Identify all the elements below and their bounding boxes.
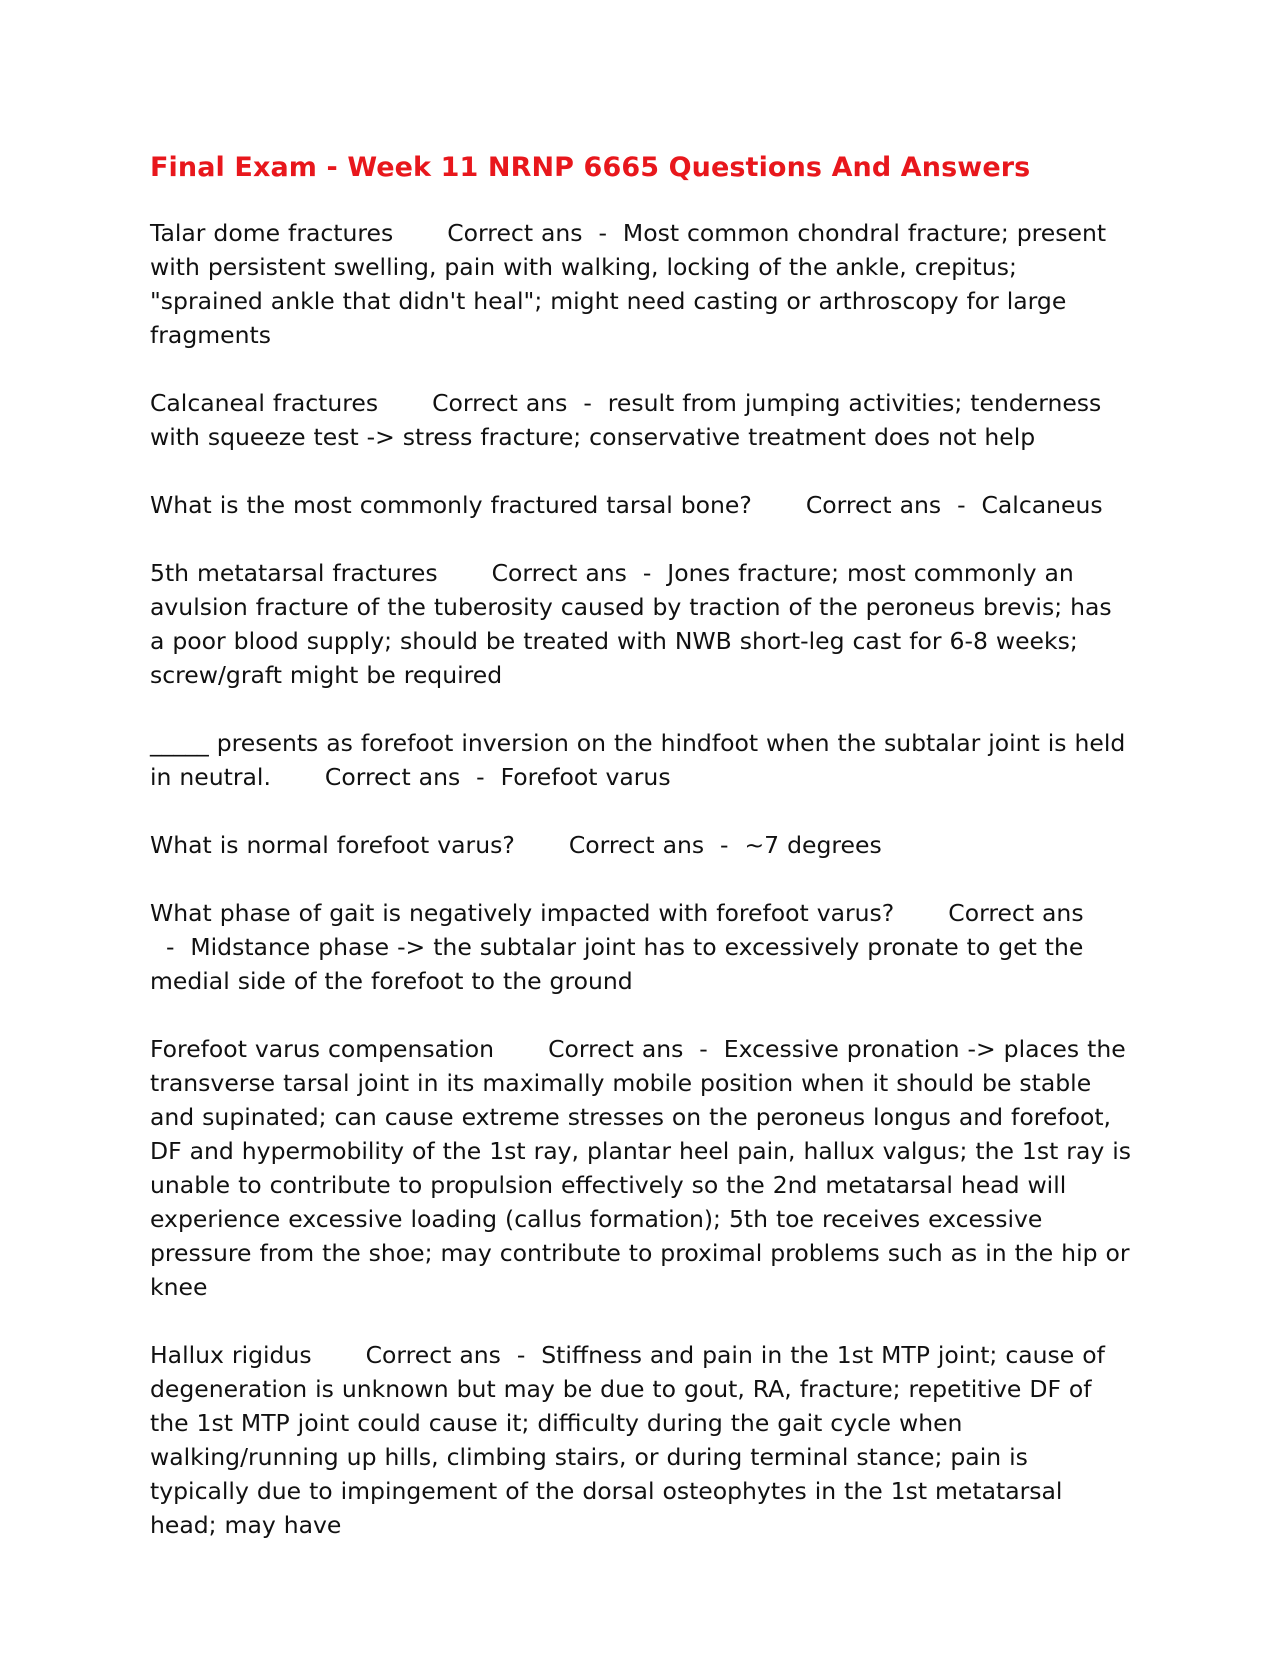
qa-term: Forefoot varus compensation (150, 1035, 495, 1063)
qa-item (150, 1032, 1132, 1304)
answer-separator: - (941, 491, 982, 519)
qa-item (150, 216, 1132, 352)
answer-label: Correct ans (491, 559, 627, 587)
document-page (150, 150, 1132, 1576)
answer-label: Correct ans (805, 491, 942, 519)
qa-term: What phase of gait is negatively impacted with forefoot varus? (150, 899, 895, 927)
qa-item (150, 1338, 1132, 1542)
qa-term: What is normal forefoot varus? (150, 831, 515, 859)
qa-answer: Calcaneus (981, 491, 1103, 519)
answer-label: Correct ans (432, 389, 568, 417)
qa-answer: Excessive pronation -> places the transverse tarsal joint in its maximally mobile position when it should be stable and supinated; can cause extreme stresses on the peroneus longus and forefoot, DF and hypermobility of the 1st ray, plantar heel pain, hallux valgus; the 1st ray is unable to contribute to propulsion effectively so the 2nd metatarsal head will experience excessive loading (callus formation); 5th toe receives excessive pressure from the shoe; may contribute to proximal problems such as in the hip or knee (150, 1035, 1132, 1301)
qa-term: 5th metatarsal fractures (150, 559, 438, 587)
answer-label: Correct ans (948, 899, 1084, 927)
qa-term: Calcaneal fractures (150, 389, 379, 417)
qa-term: What is the most commonly fractured tarsal bone? (150, 491, 752, 519)
qa-item (150, 556, 1132, 692)
answer-separator: - (582, 219, 623, 247)
answer-label: Correct ans (324, 763, 461, 791)
answer-separator: - (460, 763, 501, 791)
answer-separator: - (567, 389, 608, 417)
answer-separator: - (150, 933, 191, 961)
qa-answer: Forefoot varus (500, 763, 671, 791)
qa-item (150, 828, 1132, 862)
qa-answer: ~7 degrees (744, 831, 882, 859)
answer-label: Correct ans (548, 1035, 684, 1063)
qa-answer: result from jumping activities; tenderness with squeeze test -> stress fracture; conservative treatment does not help (150, 389, 1102, 451)
qa-item (150, 488, 1132, 522)
qa-answer: Most common chondral fracture; present with persistent swelling, pain with walking, locking of the ankle, crepitus; "sprained ankle that didn't heal"; might need casting or arthroscopy for large fragments (150, 219, 1107, 349)
qa-term: _____ presents as forefoot inversion on the hindfoot when the subtalar joint is held in neutral. (150, 729, 1126, 791)
answer-separator: - (704, 831, 745, 859)
answer-separator: - (683, 1035, 724, 1063)
qa-item (150, 726, 1132, 794)
qa-answer: Midstance phase -> the subtalar joint has to excessively pronate to get the medial side of the forefoot to the ground (150, 933, 1084, 995)
answer-label: Correct ans (365, 1341, 501, 1369)
page-title: Final Exam - Week 11 NRNP 6665 Questions And Answers (150, 152, 1031, 183)
answer-separator: - (500, 1341, 542, 1369)
qa-item (150, 386, 1132, 454)
qa-answer: Stiffness and pain in the 1st MTP joint; cause of degeneration is unknown but may be due to gout, RA, fracture; repetitive DF of the 1st MTP joint could cause it; difficulty during the gait cycle when walking/running up hills, climbing stairs, or during terminal stance; pain is typically due to impingement of the dorsal osteophytes in the 1st metatarsal head; may have (150, 1341, 1105, 1539)
answer-label: Correct ans (447, 219, 583, 247)
qa-term: Hallux rigidus (150, 1341, 312, 1369)
answer-separator: - (626, 559, 668, 587)
qa-item (150, 896, 1132, 998)
answer-label: Correct ans (568, 831, 705, 859)
qa-answer: Jones fracture; most commonly an avulsion fracture of the tuberosity caused by traction of the peroneus brevis; has a poor blood supply; should be treated with NWB short-leg cast for 6-8 weeks; screw/graft might be required (150, 559, 1112, 689)
qa-term: Talar dome fractures (150, 219, 394, 247)
